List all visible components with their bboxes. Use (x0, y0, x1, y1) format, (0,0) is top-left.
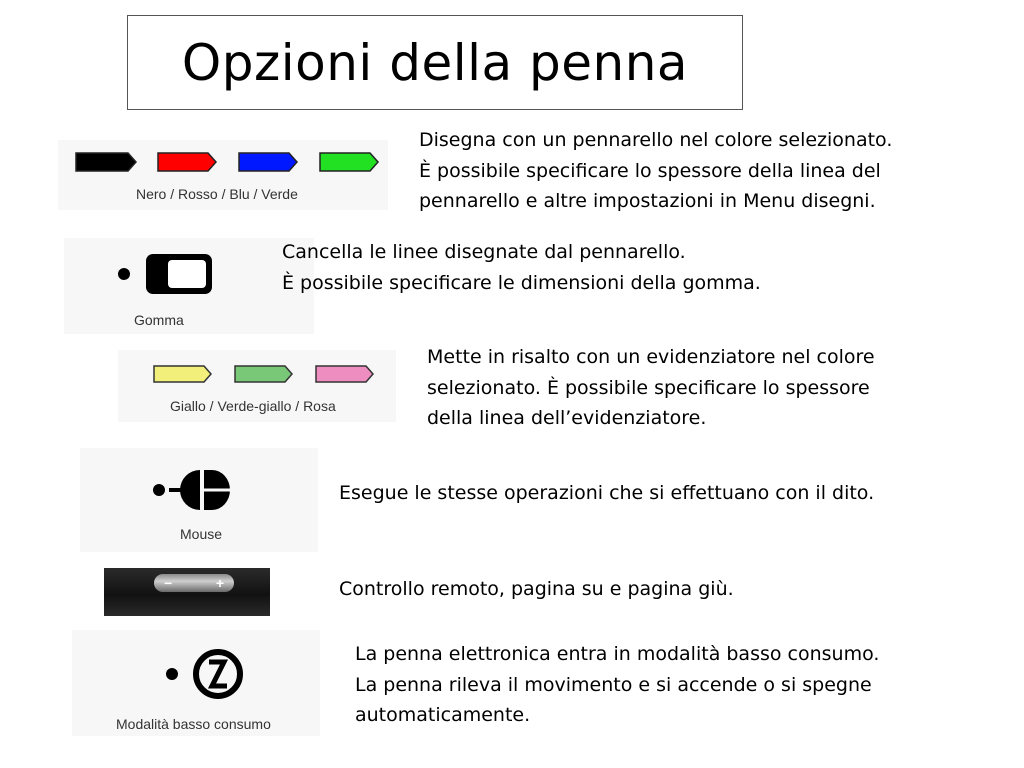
eraser-panel (64, 238, 314, 334)
highlighter-description (427, 342, 875, 434)
pen-line-3: pennarello e altre impostazioni in Menu disegni. (419, 190, 876, 212)
pen-blue-icon (239, 153, 297, 171)
pen-red-icon (158, 153, 216, 171)
highlighter-line-3: della linea dell’evidenziatore. (427, 407, 707, 429)
pen-description (419, 125, 892, 217)
mouse-description (339, 478, 874, 509)
pen-green-icon (320, 153, 378, 171)
highlighter-green-icon (235, 366, 292, 382)
eraser-line-1: Cancella le linee disegnate dal pennarello. (282, 241, 686, 263)
highlighter-line-2: selezionato. È possibile specificare lo spessore (427, 376, 870, 399)
mouse-line-1: Esegue le stesse operazioni che si effettuano con il dito. (339, 482, 875, 504)
highlighter-pink-icon (316, 366, 373, 382)
title-box (127, 15, 743, 110)
power-line-1: La penna elettronica entra in modalità basso consumo. (355, 643, 880, 665)
pen-black-icon (76, 153, 136, 171)
pen-caption: Nero / Rosso / Blu / Verde (136, 186, 298, 202)
power-description (355, 639, 879, 731)
page-title: Opzioni della penna (181, 33, 689, 92)
power-caption: Modalità basso consumo (116, 716, 271, 732)
page-up-button[interactable]: + (215, 575, 224, 591)
mouse-caption: Mouse (180, 526, 223, 542)
mouse-icon (142, 462, 282, 522)
page-down-button[interactable]: − (164, 575, 173, 591)
pen-line-2: È possibile specificare lo spessore della linea del (419, 159, 881, 182)
highlighter-panel (118, 350, 396, 422)
remote-line-1: Controllo remoto, pagina su e pagina giù. (339, 578, 734, 600)
highlighter-yellow-icon (154, 366, 211, 382)
remote-control-image (104, 568, 270, 616)
eraser-description (282, 237, 761, 298)
highlighter-line-1: Mette in risalto con un evidenziatore nel colore (427, 346, 875, 368)
pen-colors-panel (58, 140, 388, 210)
power-line-3: automaticamente. (355, 704, 531, 726)
remote-rocker (154, 574, 234, 592)
eraser-icon (104, 248, 264, 308)
power-saving-icon (154, 644, 294, 714)
remote-description (339, 574, 734, 605)
eraser-line-2: È possibile specificare le dimensioni della gomma. (282, 271, 761, 294)
mouse-panel (80, 448, 318, 552)
eraser-caption: Gomma (134, 312, 184, 328)
power-line-2: La penna rileva il movimento e si accende o si spegne (355, 673, 872, 696)
pen-line-1: Disegna con un pennarello nel colore selezionato. (419, 129, 893, 151)
highlighter-swatches (118, 360, 396, 396)
pen-color-swatches (58, 146, 388, 191)
highlighter-caption: Giallo / Verde-giallo / Rosa (170, 398, 336, 414)
power-panel (72, 630, 320, 736)
